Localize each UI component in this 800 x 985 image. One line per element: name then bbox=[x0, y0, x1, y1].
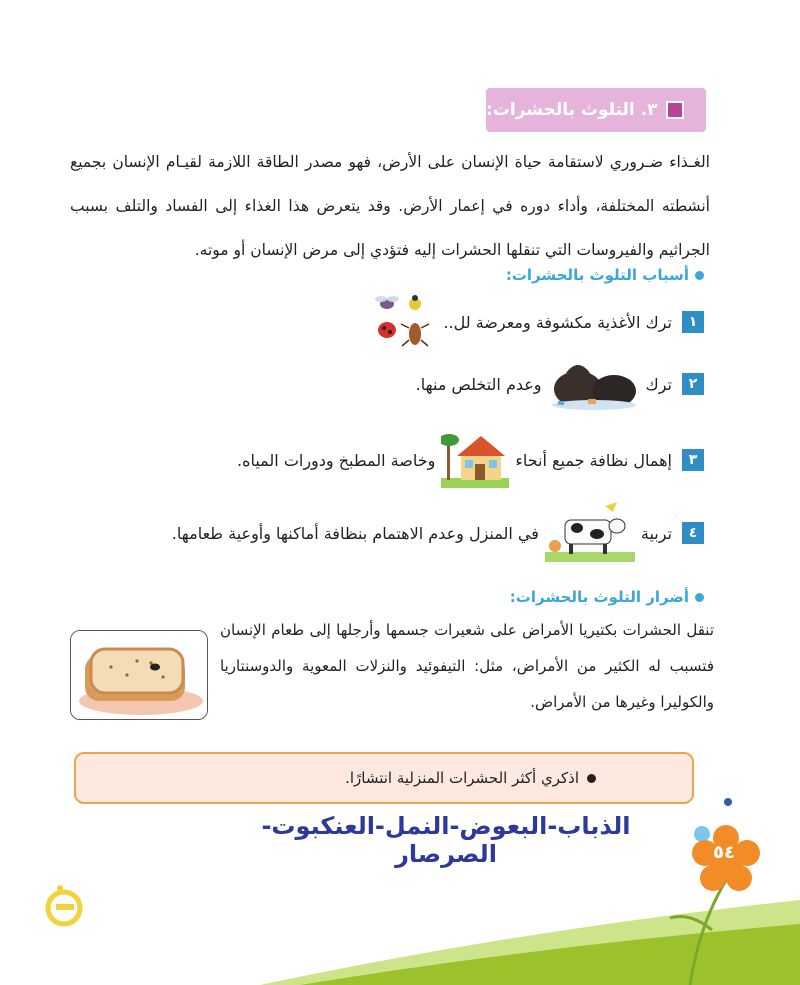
cause-number: ٣ bbox=[682, 449, 704, 471]
bullet-dot-icon bbox=[695, 593, 704, 602]
harms-paragraph: تنقل الحشرات بكتيريا الأمراض على شعيرات جسمها وأرجلها إلى طعام الإنسان فتسبب له الكثير من الأمراض، مثل: التيفوئيد والنزلات المعوية والدوسنتاريا والكوليرا وغيرها من الأمراض. bbox=[220, 621, 714, 711]
cause-text-before: ترك bbox=[645, 374, 672, 394]
question-text: اذكري أكثر الحشرات المنزلية انتشارًا. bbox=[345, 769, 579, 787]
bread-with-fly-image bbox=[70, 630, 208, 720]
grass-decoration bbox=[0, 860, 800, 985]
cause-number: ٤ bbox=[682, 522, 704, 544]
cause-text-before: تربية bbox=[640, 523, 672, 543]
section-title: ٣. التلوث بالحشرات: bbox=[486, 100, 658, 120]
cause-number: ٢ bbox=[682, 373, 704, 395]
cause-item-2 bbox=[416, 354, 704, 414]
cause-text-after: في المنزل وعدم الاهتمام بنظافة أماكنها وأوعية طعامها. bbox=[171, 523, 539, 543]
animals-icon bbox=[545, 500, 635, 566]
cause-text: ترك الأغذية مكشوفة ومعرضة لل.. bbox=[443, 312, 672, 332]
house-icon bbox=[441, 428, 509, 492]
question-box bbox=[74, 752, 694, 804]
cause-number: ١ bbox=[682, 311, 704, 333]
cause-item-3 bbox=[237, 428, 704, 492]
page-number: ٥٤ bbox=[713, 842, 735, 863]
bullet-dot-icon bbox=[695, 271, 704, 280]
bullet-dot-icon bbox=[587, 774, 596, 783]
section-header bbox=[486, 88, 706, 132]
causes-heading: أسباب التلوث بالحشرات: bbox=[506, 266, 704, 284]
square-bullet-icon bbox=[666, 101, 684, 119]
garbage-bags-icon bbox=[548, 353, 640, 415]
cause-text-before: إهمال نظافة جميع أنحاء bbox=[515, 450, 672, 470]
cause-text-after: وخاصة المطبخ ودورات المياه. bbox=[236, 450, 436, 470]
insects-icon bbox=[369, 290, 435, 354]
cause-item-1 bbox=[363, 302, 704, 342]
answer-text: الذباب-البعوض-النمل-العنكبوت-الصرصار bbox=[261, 812, 631, 868]
intro-paragraph: الغـذاء ضـروري لاستقامة حياة الإنسان على الأرض، فهو مصدر الطاقة اللازمة لقيـام الإنسان بجميع أنشطته المختلفة، وأداء دوره في إعمار الأرض. وقد يتعرض هذا الغذاء إلى الفساد والتلف بسبب الجراثيم والفيروسات التي تنقلها الحشرات إليه فتؤدي إلى مرض الإنسان أو موته. bbox=[70, 153, 710, 259]
cause-text-after: وعدم التخلص منها. bbox=[415, 374, 542, 394]
publisher-logo-icon bbox=[42, 882, 86, 930]
harms-heading: أضرار التلوث بالحشرات: bbox=[510, 588, 704, 606]
cause-item-4 bbox=[172, 500, 704, 566]
